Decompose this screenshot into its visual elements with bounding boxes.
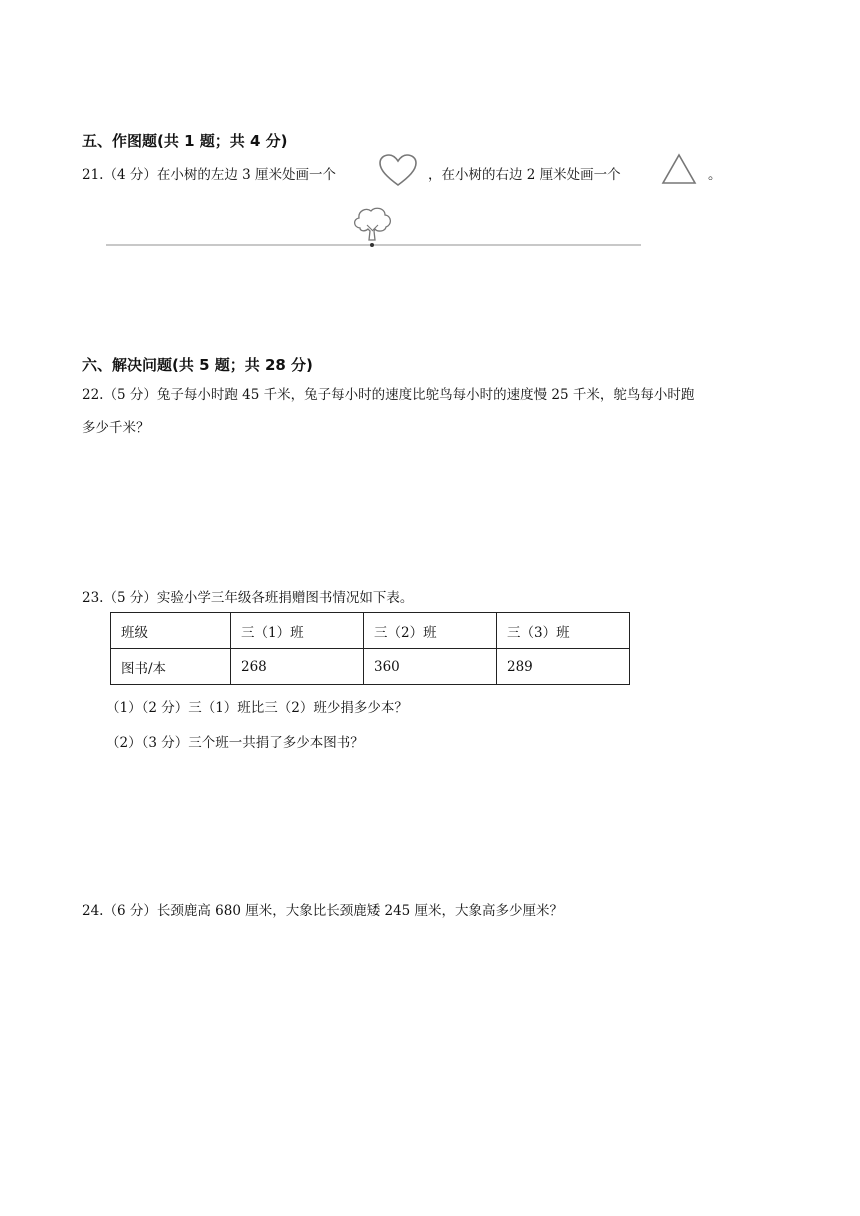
section-5-heading: 五、作图题(共 1 题；共 4 分) bbox=[82, 132, 288, 150]
triangle-outline-icon bbox=[660, 152, 698, 186]
book-donation-table bbox=[110, 612, 630, 685]
table-row bbox=[111, 649, 630, 685]
table-cell: 图书/本 bbox=[111, 649, 231, 685]
question-22-line2: 多少千米？ bbox=[82, 420, 150, 436]
table-cell: 三（1）班 bbox=[231, 613, 364, 649]
table-cell: 三（3）班 bbox=[497, 613, 630, 649]
question-21-part2: ，在小树的右边 2 厘米处画一个 bbox=[428, 167, 621, 183]
question-23-sub1: （1）（2 分）三（1）班比三（2）班少捐多少本？ bbox=[106, 700, 408, 716]
tree-position-dot bbox=[370, 243, 374, 247]
question-21-part1: 21.（4 分）在小树的左边 3 厘米处画一个 bbox=[82, 167, 337, 183]
question-23-sub2: （2）（3 分）三个班一共捐了多少本图书？ bbox=[106, 735, 364, 751]
question-21-part3: 。 bbox=[708, 167, 722, 183]
table-cell: 289 bbox=[497, 649, 630, 685]
section-6-heading: 六、解决问题(共 5 题；共 28 分) bbox=[82, 356, 313, 374]
question-24-stem: 24.（6 分）长颈鹿高 680 厘米，大象比长颈鹿矮 245 厘米，大象高多少厘米？ bbox=[82, 903, 564, 919]
table-cell: 班级 bbox=[111, 613, 231, 649]
heart-outline-icon bbox=[377, 153, 419, 189]
table-cell: 268 bbox=[231, 649, 364, 685]
table-header-row bbox=[111, 613, 630, 649]
question-23-stem: 23.（5 分）实验小学三年级各班捐赠图书情况如下表。 bbox=[82, 590, 414, 606]
table-cell: 三（2）班 bbox=[364, 613, 497, 649]
question-22-line1: 22.（5 分）兔子每小时跑 45 千米，兔子每小时的速度比鸵鸟每小时的速度慢 25 千米，鸵鸟每小时跑 bbox=[82, 387, 695, 403]
tree-icon bbox=[350, 204, 396, 248]
table-cell: 360 bbox=[364, 649, 497, 685]
